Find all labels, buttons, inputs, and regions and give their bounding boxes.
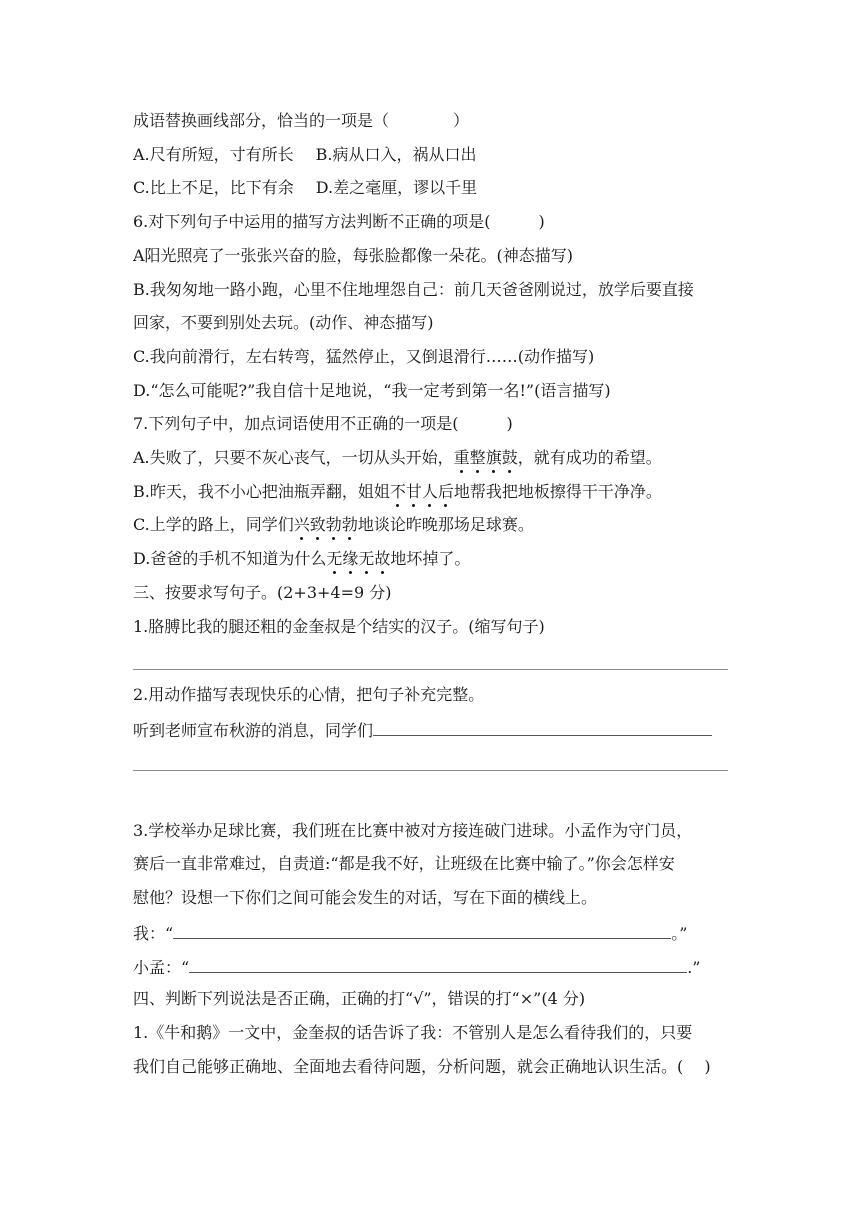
q5-option-b: B.病从口入，祸从口出 [315,145,477,164]
section3-heading: 三、按要求写句子。(2+3+4=9 分) [133,583,392,602]
q7-b-dotted-word [390,482,454,501]
s3-q3-xm-label: 小孟：“ [133,958,190,977]
emphasis-dot-char: 勃 [325,515,342,534]
q7-c-dotted-word [294,515,358,534]
q5-option-a: A.尺有所短，寸有所长 [133,145,294,164]
q6-option-b-line1: B.我匆匆地一路小跑，心里不住地埋怨自己：前几天爸爸刚说过，放学后要直接 [133,280,694,299]
q7-a-text-end: ，就有成功的希望。 [517,448,662,467]
q7-option-b [133,482,662,502]
emphasis-dot-char: 无 [358,549,375,568]
s4-q1-line1: 1.《牛和鹅》一文中，金奎叔的话告诉了我：不管别人是怎么看待我们的，只要 [133,1023,693,1042]
s3-q1: 1.胳膊比我的腿还粗的金奎叔是个结实的汉子。(缩写句子) [133,617,545,636]
q7-c-text-end: 地谈论昨晚那场足球赛。 [357,515,534,534]
q5-options-cd [133,178,477,198]
q6-option-a: A阳光照亮了一张张兴奋的脸，每张脸都像一朵花。(神态描写) [133,246,574,265]
emphasis-dot-char: 人 [421,482,438,501]
s3-q3-line3: 慰他？设想一下你们之间可能会发生的对话，写在下面的横线上。 [133,888,598,907]
q7-d-dotted-word [326,549,390,568]
q7-option-c [133,515,534,535]
s3-q3-xm-end: .” [687,958,701,977]
q7-b-text: B.昨天，我不小心把油瓶弄翻，姐姐 [133,482,390,501]
emphasis-dot-char: 勃 [341,515,358,534]
s3-q2-answer-line[interactable] [133,770,728,771]
s3-q3-me-row [133,922,687,944]
s3-q3-xm-row [133,956,700,978]
q6-option-c: C.我向前滑行，左右转弯，猛然停止，又倒退滑行……(动作描写) [133,347,595,366]
s3-q2-answer-blank[interactable] [373,719,712,736]
s3-q3-xm-answer-blank[interactable] [189,956,687,973]
s3-q3-line2: 赛后一直非常难过，自责道:“都是我不好，让班级在比赛中输了。”你会怎样安 [133,854,675,873]
q7-a-dotted-word [454,448,518,467]
q7-a-text: A.失败了，只要不灰心丧气，一切从头开始， [133,448,454,467]
emphasis-dot-char: 兴 [293,515,310,534]
section4-heading: 四、判断下列说法是否正确，正确的打“√”，错误的打“×”(4 分) [133,989,586,1008]
emphasis-dot-char: 整 [469,448,486,467]
emphasis-dot-char: 故 [374,549,391,568]
q7-b-text-end: 地帮我把地板擦得干干净净。 [453,482,662,501]
q7-option-a [133,448,662,468]
emphasis-dot-char: 旗 [485,448,502,467]
q7-option-d [133,549,470,569]
q6-stem: 6.对下列句子中运用的描写方法判断不正确的项是( ) [133,212,545,231]
q7-d-text: D.爸爸的手机不知道为什么 [133,549,327,568]
q6-option-d: D.“怎么可能呢?”我自信十足地说，“我一定考到第一名!”(语言描写) [133,381,611,400]
q5-option-c: C.比上不足，比下有余 [133,178,294,197]
q7-d-text-end: 地坏掉了。 [390,549,471,568]
q7-c-text: C.上学的路上，同学们 [133,515,294,534]
q5-options-ab [133,145,477,165]
emphasis-dot-char: 甘 [405,482,422,501]
s3-q3-me-label: 我：“ [133,924,174,943]
emphasis-dot-char: 缘 [342,549,359,568]
s3-q3-line1: 3.学校举办足球比赛，我们班在比赛中被对方接连破门进球。小孟作为守门员， [133,821,693,840]
q7-stem: 7.下列句子中，加点词语使用不正确的一项是( ) [133,414,513,433]
s3-q1-answer-line[interactable] [133,669,728,670]
s3-q2-prompt-row [133,719,712,741]
emphasis-dot-char: 致 [309,515,326,534]
emphasis-dot-char: 不 [389,482,406,501]
emphasis-dot-char: 鼓 [501,448,518,467]
emphasis-dot-char: 后 [437,482,454,501]
s3-q3-me-end: 。” [671,924,688,943]
emphasis-dot-char: 重 [453,448,470,467]
s3-q2: 2.用动作描写表现快乐的心情，把句子补充完整。 [133,685,485,704]
s3-q2-prompt: 听到老师宣布秋游的消息，同学们 [133,721,374,740]
s3-q3-me-answer-blank[interactable] [173,922,671,939]
emphasis-dot-char: 无 [326,549,343,568]
s4-q1-line2: 我们自己能够正确地、全面地去看待问题，分析问题，就会正确地认识生活。( ) [133,1057,711,1076]
q5-stem: 成语替换画线部分，恰当的一项是（ ） [133,111,470,130]
q6-option-b-line2: 回家，不要到别处去玩。(动作、神态描写) [133,313,434,332]
q5-option-d: D.差之毫厘，谬以千里 [315,178,478,197]
